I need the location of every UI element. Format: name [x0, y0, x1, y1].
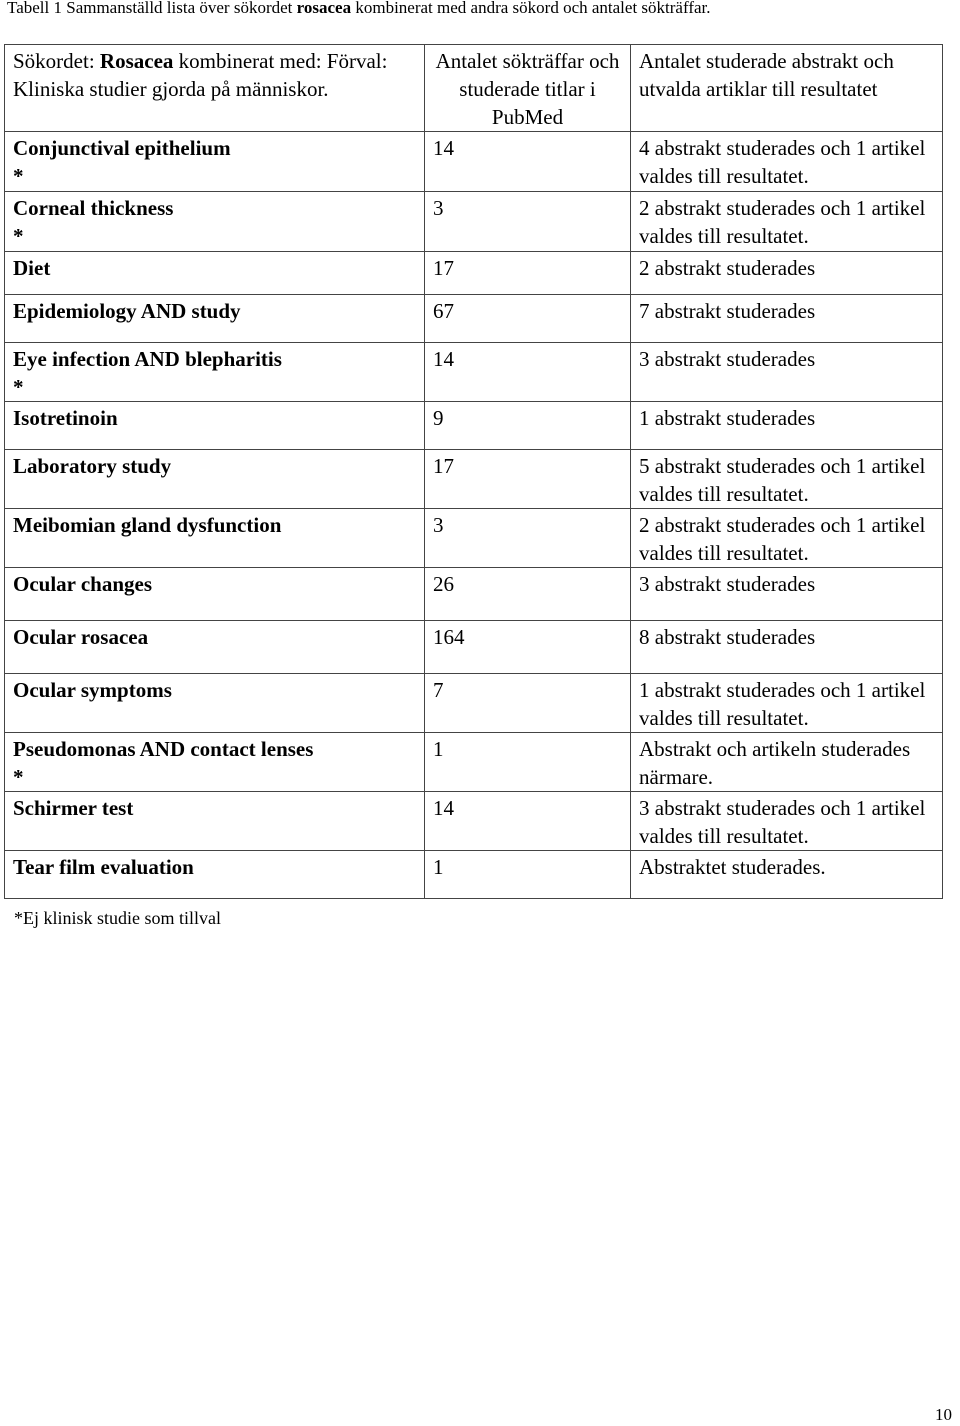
- header-default-label: Förval: [326, 49, 382, 73]
- result-cell: 1 abstrakt studerades och 1 artikel valdes till resultatet.: [631, 674, 943, 733]
- result-cell: 5 abstrakt studerades och 1 artikel valdes till resultatet.: [631, 450, 943, 509]
- table-header-row: [5, 45, 943, 132]
- table-row: [5, 450, 943, 509]
- non-clinical-marker: *: [13, 765, 24, 789]
- header-label: Sökordet:: [13, 49, 95, 73]
- header-mid: kombinerat med:: [178, 49, 322, 73]
- search-term: Pseudomonas AND contact lenses: [13, 737, 314, 761]
- caption-keyword: rosacea: [296, 0, 352, 17]
- table-row: [5, 674, 943, 733]
- header-search-term: [5, 45, 425, 132]
- hits-cell: 14: [425, 343, 631, 402]
- search-term-cell: [5, 851, 425, 899]
- search-term-cell: [5, 733, 425, 792]
- search-term-cell: [5, 621, 425, 674]
- hits-cell: 17: [425, 450, 631, 509]
- hits-cell: 1: [425, 851, 631, 899]
- result-cell: 3 abstrakt studerades: [631, 343, 943, 402]
- hits-cell: 1: [425, 733, 631, 792]
- caption-suffix: kombinerat med andra sökord och antalet sökträffar.: [351, 0, 711, 17]
- search-term: Isotretinoin: [13, 406, 118, 430]
- search-term-cell: [5, 450, 425, 509]
- table-row: [5, 733, 943, 792]
- search-term-cell: [5, 343, 425, 402]
- table-row: [5, 851, 943, 899]
- search-term-cell: [5, 192, 425, 252]
- result-cell: 8 abstrakt studerades: [631, 621, 943, 674]
- search-term: Corneal thickness: [13, 196, 174, 220]
- caption-prefix: Tabell 1 Sammanställd lista över sökordet: [7, 0, 297, 17]
- search-term: Ocular symptoms: [13, 678, 172, 702]
- search-term-cell: [5, 792, 425, 851]
- hits-cell: 26: [425, 568, 631, 621]
- table-row: [5, 792, 943, 851]
- non-clinical-marker: *: [13, 164, 24, 188]
- hits-cell: 164: [425, 621, 631, 674]
- non-clinical-marker: *: [13, 224, 24, 248]
- table-row: [5, 402, 943, 450]
- result-cell: 4 abstrakt studerades och 1 artikel valdes till resultatet.: [631, 132, 943, 192]
- search-results-table: [4, 44, 943, 899]
- hits-cell: 67: [425, 295, 631, 343]
- search-term: Schirmer test: [13, 796, 134, 820]
- search-term-cell: [5, 132, 425, 192]
- hits-cell: 17: [425, 252, 631, 295]
- result-cell: Abstrakt och artikeln studerades närmare.: [631, 733, 943, 792]
- result-cell: 3 abstrakt studerades: [631, 568, 943, 621]
- hits-cell: 14: [425, 132, 631, 192]
- hits-cell: 3: [425, 509, 631, 568]
- table-row: [5, 568, 943, 621]
- header-default-text: : Kliniska studier gjorda på människor.: [13, 49, 388, 101]
- table-row: [5, 192, 943, 252]
- header-results: Antalet studerade abstrakt och utvalda artiklar till resultatet: [631, 45, 943, 132]
- hits-cell: 3: [425, 192, 631, 252]
- search-term: Eye infection AND blepharitis: [13, 347, 282, 371]
- table-row: [5, 621, 943, 674]
- search-term: Laboratory study: [13, 454, 172, 478]
- result-cell: 2 abstrakt studerades: [631, 252, 943, 295]
- search-term: Meibomian gland dysfunction: [13, 513, 282, 537]
- search-term-cell: [5, 402, 425, 450]
- hits-cell: 14: [425, 792, 631, 851]
- table-caption: [7, 0, 711, 18]
- search-term: Epidemiology AND study: [13, 299, 241, 323]
- search-term-cell: [5, 295, 425, 343]
- result-cell: 1 abstrakt studerades: [631, 402, 943, 450]
- search-term: Conjunctival epithelium: [13, 136, 231, 160]
- header-hits: Antalet sökträffar och studerade titlar i PubMed: [425, 45, 631, 132]
- result-cell: 7 abstrakt studerades: [631, 295, 943, 343]
- result-cell: 3 abstrakt studerades och 1 artikel valdes till resultatet.: [631, 792, 943, 851]
- search-term-cell: [5, 509, 425, 568]
- search-term-cell: [5, 252, 425, 295]
- footnote: *Ej klinisk studie som tillval: [14, 908, 221, 928]
- search-term: Tear film evaluation: [13, 855, 194, 879]
- table-row: [5, 295, 943, 343]
- result-cell: Abstraktet studerades.: [631, 851, 943, 899]
- non-clinical-marker: *: [13, 375, 24, 399]
- table-row: [5, 252, 943, 295]
- search-term-cell: [5, 674, 425, 733]
- search-term-cell: [5, 568, 425, 621]
- header-keyword: Rosacea: [99, 49, 174, 73]
- result-cell: 2 abstrakt studerades och 1 artikel valdes till resultatet.: [631, 509, 943, 568]
- search-term: Diet: [13, 256, 51, 280]
- page-number: 10: [935, 1405, 952, 1424]
- hits-cell: 9: [425, 402, 631, 450]
- table-row: [5, 132, 943, 192]
- search-term: Ocular changes: [13, 572, 153, 596]
- hits-cell: 7: [425, 674, 631, 733]
- table-row: [5, 343, 943, 402]
- search-term: Ocular rosacea: [13, 625, 149, 649]
- result-cell: 2 abstrakt studerades och 1 artikel valdes till resultatet.: [631, 192, 943, 252]
- table-row: [5, 509, 943, 568]
